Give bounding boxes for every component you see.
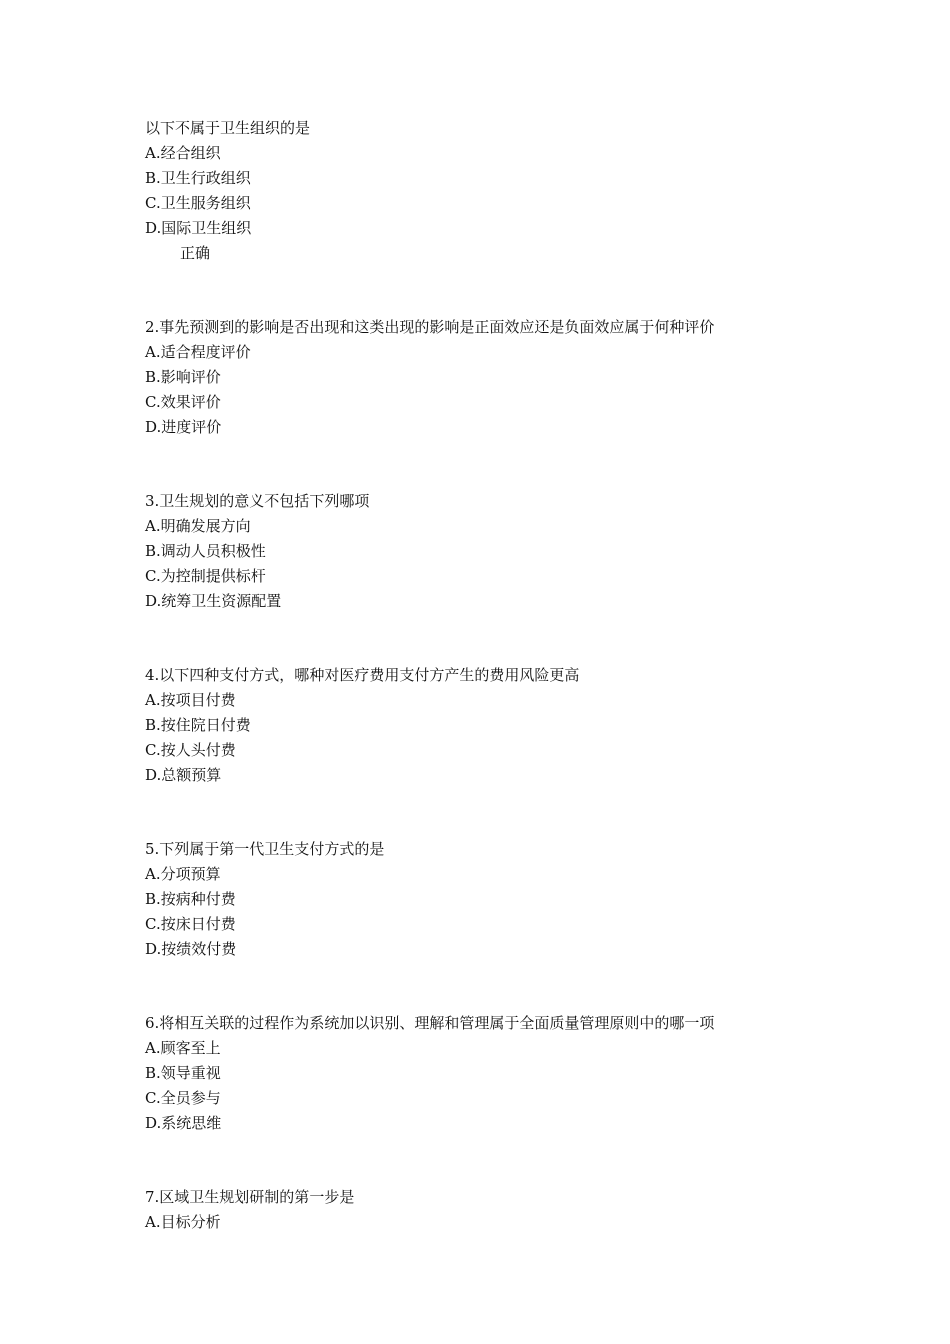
option-c: C.按人头付费 — [145, 741, 236, 759]
option-d: D.总额预算 — [145, 766, 222, 784]
option-a: A.分项预算 — [145, 865, 221, 883]
question-stem: 3.卫生规划的意义不包括下列哪项 — [145, 492, 370, 510]
question-7 — [145, 1185, 845, 1235]
option-b: B.调动人员积极性 — [145, 542, 266, 560]
option-d: D.按绩效付费 — [145, 940, 237, 958]
document-body — [145, 116, 845, 1235]
answer-text: 正确 — [180, 244, 211, 262]
question-4 — [145, 663, 845, 788]
option-b: B.领导重视 — [145, 1064, 221, 1082]
question-3 — [145, 489, 845, 614]
question-stem: 以下不属于卫生组织的是 — [145, 119, 311, 137]
option-b: B.影响评价 — [145, 368, 221, 386]
option-a: A.目标分析 — [145, 1213, 221, 1231]
option-c: C.为控制提供标杆 — [145, 567, 266, 585]
option-d: D.系统思维 — [145, 1114, 222, 1132]
option-c: C.全员参与 — [145, 1089, 221, 1107]
question-6 — [145, 1011, 845, 1136]
option-a: A.明确发展方向 — [145, 517, 251, 535]
option-d: D.国际卫生组织 — [145, 219, 252, 237]
question-stem: 6.将相互关联的过程作为系统加以识别、理解和管理属于全面质量管理原则中的哪一项 — [145, 1014, 715, 1032]
option-c: C.卫生服务组织 — [145, 194, 251, 212]
option-a: A.经合组织 — [145, 144, 221, 162]
question-stem: 2.事先预测到的影响是否出现和这类出现的影响是正面效应还是负面效应属于何种评价 — [145, 318, 715, 336]
option-c: C.按床日付费 — [145, 915, 236, 933]
question-stem: 4.以下四种支付方式，哪种对医疗费用支付方产生的费用风险更高 — [145, 666, 580, 684]
option-d: D.进度评价 — [145, 418, 222, 436]
option-a: A.适合程度评价 — [145, 343, 251, 361]
option-b: B.卫生行政组织 — [145, 169, 251, 187]
option-b: B.按住院日付费 — [145, 716, 251, 734]
option-b: B.按病种付费 — [145, 890, 236, 908]
question-stem: 5.下列属于第一代卫生支付方式的是 — [145, 840, 385, 858]
option-a: A.顾客至上 — [145, 1039, 221, 1057]
option-a: A.按项目付费 — [145, 691, 236, 709]
option-c: C.效果评价 — [145, 393, 221, 411]
question-5 — [145, 837, 845, 962]
question-2 — [145, 315, 845, 440]
question-1 — [145, 116, 845, 266]
option-d: D.统筹卫生资源配置 — [145, 592, 282, 610]
question-stem: 7.区域卫生规划研制的第一步是 — [145, 1188, 355, 1206]
